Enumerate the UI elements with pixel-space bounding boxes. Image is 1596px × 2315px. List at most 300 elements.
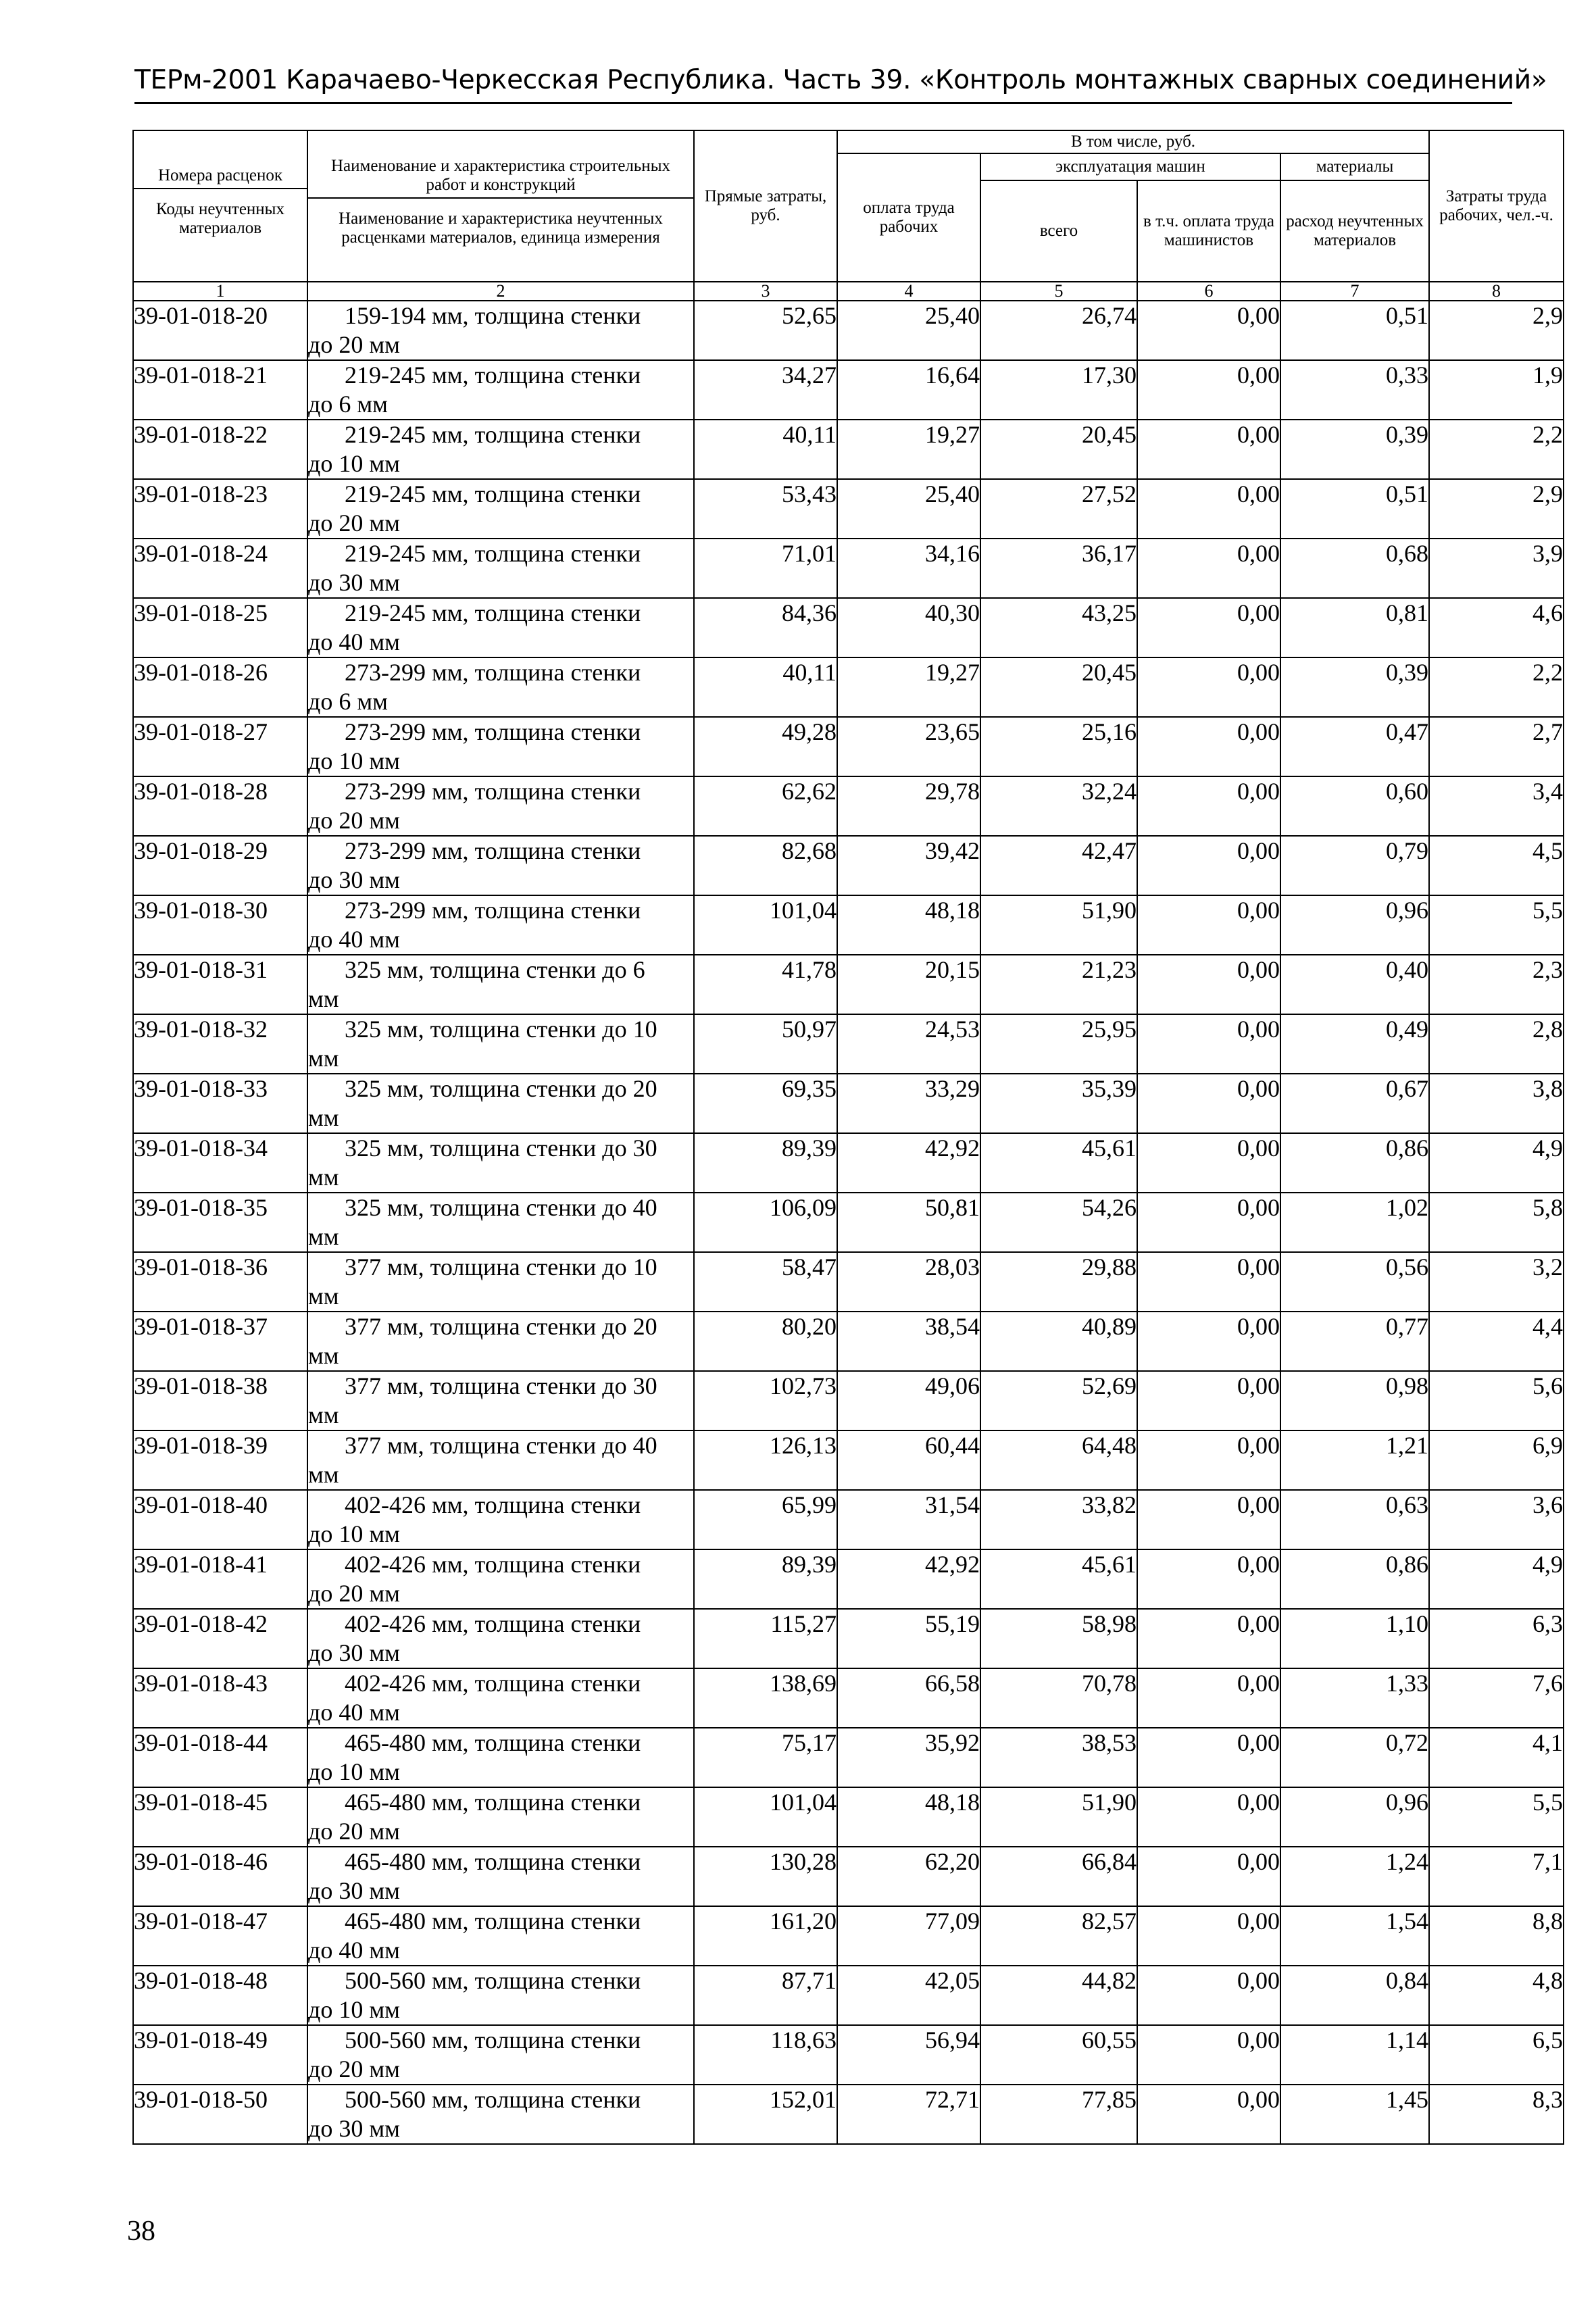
worker-wages-cell: 42,92 [837,1133,980,1193]
description-line-2: до 20 мм [308,1580,400,1607]
header-work-name: Наименование и характеристика строительных работ и конструкций [308,154,693,199]
machinist-wages-cell: 0,00 [1137,1906,1280,1966]
machines-total-cell: 60,55 [980,2025,1137,2085]
materials-cell: 1,14 [1280,2025,1429,2085]
materials-cell: 0,77 [1280,1312,1429,1371]
table-row [133,1133,1564,1193]
header-direct-costs: Прямые затраты, руб. [694,130,837,282]
worker-wages-cell: 42,05 [837,1966,980,2025]
description-line-1: 465-480 мм, толщина стенки [345,1729,641,1756]
description-line-1: 377 мм, толщина стенки до 10 [345,1253,657,1280]
description-line-1: 273-299 мм, толщина стенки [345,837,641,864]
materials-cell: 0,67 [1280,1074,1429,1133]
materials-cell: 0,49 [1280,1014,1429,1074]
rate-code-cell: 39-01-018-26 [133,657,307,717]
machines-total-cell: 70,78 [980,1668,1137,1728]
worker-wages-cell: 16,64 [837,360,980,420]
table-row [133,1728,1564,1787]
description-cell [307,420,694,479]
description-line-2: до 6 мм [308,688,388,715]
description-cell [307,1668,694,1728]
table-row [133,1609,1564,1668]
direct-cost-cell: 52,65 [694,301,837,360]
table-row [133,1193,1564,1252]
description-line-1: 500-560 мм, толщина стенки [345,2086,641,2113]
machinist-wages-cell: 0,00 [1137,1014,1280,1074]
worker-wages-cell: 48,18 [837,1787,980,1847]
rate-code-cell: 39-01-018-24 [133,539,307,598]
description-line-1: 377 мм, толщина стенки до 20 [345,1313,657,1340]
description-line-2: до 10 мм [308,1520,400,1547]
machinist-wages-cell: 0,00 [1137,895,1280,955]
machines-total-cell: 45,61 [980,1549,1137,1609]
labor-hours-cell: 6,9 [1429,1430,1564,1490]
materials-cell: 0,40 [1280,955,1429,1014]
rate-code-cell: 39-01-018-41 [133,1549,307,1609]
description-line-1: 402-426 мм, толщина стенки [345,1491,641,1518]
materials-cell: 0,33 [1280,360,1429,420]
materials-cell: 0,86 [1280,1549,1429,1609]
rate-code-cell: 39-01-018-49 [133,2025,307,2085]
description-line-1: 159-194 мм, толщина стенки [345,302,641,329]
page-number: 38 [127,2216,155,2247]
machinist-wages-cell: 0,00 [1137,1252,1280,1312]
description-line-1: 500-560 мм, толщина стенки [345,1967,641,1994]
description-cell [307,1609,694,1668]
machinist-wages-cell: 0,00 [1137,717,1280,776]
materials-cell: 0,96 [1280,1787,1429,1847]
description-line-2: мм [308,1223,339,1250]
direct-cost-cell: 80,20 [694,1312,837,1371]
header-rate-numbers: Номера расценок [134,164,307,189]
direct-cost-cell: 75,17 [694,1728,837,1787]
description-line-2: до 20 мм [308,807,400,834]
labor-hours-cell: 3,4 [1429,776,1564,836]
description-line-2: до 20 мм [308,509,400,537]
description-line-2: до 20 мм [308,2056,400,2083]
machinist-wages-cell: 0,00 [1137,1312,1280,1371]
table-row [133,301,1564,360]
description-cell [307,598,694,657]
table-row [133,2025,1564,2085]
table-row [133,836,1564,895]
table-row [133,1906,1564,1966]
table-row [133,539,1564,598]
description-cell [307,955,694,1014]
header-rule [134,102,1512,104]
description-line-1: 402-426 мм, толщина стенки [345,1551,641,1578]
table-header [133,130,1564,301]
materials-cell: 0,47 [1280,717,1429,776]
description-line-2: до 10 мм [308,450,400,477]
labor-hours-cell: 6,3 [1429,1609,1564,1668]
worker-wages-cell: 77,09 [837,1906,980,1966]
header-worker-wages: оплата труда рабочих [837,153,980,282]
labor-hours-cell: 4,4 [1429,1312,1564,1371]
materials-cell: 0,79 [1280,836,1429,895]
direct-cost-cell: 101,04 [694,1787,837,1847]
materials-cell: 0,39 [1280,657,1429,717]
worker-wages-cell: 39,42 [837,836,980,895]
description-cell [307,1074,694,1133]
description-cell [307,1133,694,1193]
description-line-2: до 30 мм [308,569,400,596]
machines-total-cell: 25,95 [980,1014,1137,1074]
materials-cell: 0,86 [1280,1133,1429,1193]
description-line-2: до 30 мм [308,866,400,893]
description-line-1: 500-560 мм, толщина стенки [345,2026,641,2053]
materials-cell: 1,10 [1280,1609,1429,1668]
description-line-1: 325 мм, толщина стенки до 40 [345,1194,657,1221]
worker-wages-cell: 55,19 [837,1609,980,1668]
worker-wages-cell: 48,18 [837,895,980,955]
rate-code-cell: 39-01-018-22 [133,420,307,479]
machinist-wages-cell: 0,00 [1137,360,1280,420]
description-line-2: мм [308,1283,339,1310]
description-cell [307,1966,694,2025]
materials-cell: 0,63 [1280,1490,1429,1549]
table-row [133,360,1564,420]
table-row [133,1966,1564,2025]
materials-cell: 1,21 [1280,1430,1429,1490]
worker-wages-cell: 25,40 [837,301,980,360]
description-cell [307,360,694,420]
machinist-wages-cell: 0,00 [1137,1371,1280,1430]
labor-hours-cell: 3,8 [1429,1074,1564,1133]
table-row [133,657,1564,717]
description-line-1: 273-299 мм, толщина стенки [345,778,641,805]
description-line-1: 273-299 мм, толщина стенки [345,897,641,924]
rate-code-cell: 39-01-018-28 [133,776,307,836]
labor-hours-cell: 5,5 [1429,1787,1564,1847]
header-machines-total: всего [980,180,1137,282]
machines-total-cell: 35,39 [980,1074,1137,1133]
description-cell [307,717,694,776]
description-line-2: мм [308,1342,339,1369]
machines-total-cell: 33,82 [980,1490,1137,1549]
description-line-2: до 40 мм [308,1937,400,1964]
description-line-2: мм [308,1461,339,1488]
worker-wages-cell: 24,53 [837,1014,980,1074]
table-body [133,301,1564,2144]
machinist-wages-cell: 0,00 [1137,1668,1280,1728]
table-row [133,1668,1564,1728]
description-cell [307,479,694,539]
machinist-wages-cell: 0,00 [1137,420,1280,479]
labor-hours-cell: 4,9 [1429,1549,1564,1609]
table-row [133,1252,1564,1312]
labor-hours-cell: 2,3 [1429,955,1564,1014]
description-line-1: 325 мм, толщина стенки до 6 [345,956,645,983]
description-line-2: до 20 мм [308,331,400,358]
labor-hours-cell: 2,2 [1429,657,1564,717]
table-row [133,1371,1564,1430]
machinist-wages-cell: 0,00 [1137,598,1280,657]
rate-code-cell: 39-01-018-43 [133,1668,307,1728]
machines-total-cell: 42,47 [980,836,1137,895]
rate-code-cell: 39-01-018-46 [133,1847,307,1906]
machines-total-cell: 45,61 [980,1133,1137,1193]
description-cell [307,1490,694,1549]
labor-hours-cell: 3,2 [1429,1252,1564,1312]
machinist-wages-cell: 0,00 [1137,955,1280,1014]
rate-code-cell: 39-01-018-35 [133,1193,307,1252]
machinist-wages-cell: 0,00 [1137,1133,1280,1193]
machines-total-cell: 21,23 [980,955,1137,1014]
column-number: 5 [980,282,1137,301]
description-cell [307,1787,694,1847]
description-line-2: до 10 мм [308,1758,400,1785]
machinist-wages-cell: 0,00 [1137,1430,1280,1490]
description-cell [307,1252,694,1312]
description-line-2: до 30 мм [308,1639,400,1666]
labor-hours-cell: 5,5 [1429,895,1564,955]
worker-wages-cell: 72,71 [837,2085,980,2144]
description-line-1: 402-426 мм, толщина стенки [345,1610,641,1637]
rate-code-cell: 39-01-018-37 [133,1312,307,1371]
table-row [133,1787,1564,1847]
description-line-1: 325 мм, толщина стенки до 30 [345,1135,657,1162]
direct-cost-cell: 118,63 [694,2025,837,2085]
machines-total-cell: 51,90 [980,1787,1137,1847]
labor-hours-cell: 2,7 [1429,717,1564,776]
table-row [133,1549,1564,1609]
machinist-wages-cell: 0,00 [1137,1609,1280,1668]
labor-hours-cell: 4,5 [1429,836,1564,895]
table-row [133,1014,1564,1074]
worker-wages-cell: 62,20 [837,1847,980,1906]
direct-cost-cell: 58,47 [694,1252,837,1312]
description-cell [307,1193,694,1252]
worker-wages-cell: 33,29 [837,1074,980,1133]
column-number: 1 [133,282,307,301]
rate-code-cell: 39-01-018-29 [133,836,307,895]
direct-cost-cell: 40,11 [694,420,837,479]
direct-cost-cell: 106,09 [694,1193,837,1252]
labor-hours-cell: 8,8 [1429,1906,1564,1966]
header-unaccounted-materials: расход неучтенных материалов [1280,180,1429,282]
machinist-wages-cell: 0,00 [1137,2025,1280,2085]
machinist-wages-cell: 0,00 [1137,301,1280,360]
description-line-2: до 40 мм [308,1699,400,1726]
machines-total-cell: 66,84 [980,1847,1137,1906]
materials-cell: 0,51 [1280,479,1429,539]
worker-wages-cell: 28,03 [837,1252,980,1312]
machinist-wages-cell: 0,00 [1137,1728,1280,1787]
description-line-2: до 30 мм [308,2115,400,2142]
labor-hours-cell: 5,8 [1429,1193,1564,1252]
rate-code-cell: 39-01-018-38 [133,1371,307,1430]
column-number: 3 [694,282,837,301]
worker-wages-cell: 66,58 [837,1668,980,1728]
worker-wages-cell: 25,40 [837,479,980,539]
labor-hours-cell: 5,6 [1429,1371,1564,1430]
description-line-1: 219-245 мм, толщина стенки [345,421,641,448]
description-line-1: 377 мм, толщина стенки до 40 [345,1432,657,1459]
machinist-wages-cell: 0,00 [1137,836,1280,895]
materials-cell: 0,96 [1280,895,1429,955]
machinist-wages-cell: 0,00 [1137,1966,1280,2025]
labor-hours-cell: 1,9 [1429,360,1564,420]
machines-total-cell: 20,45 [980,420,1137,479]
direct-cost-cell: 65,99 [694,1490,837,1549]
direct-cost-cell: 34,27 [694,360,837,420]
rate-code-cell: 39-01-018-25 [133,598,307,657]
column-number: 4 [837,282,980,301]
materials-cell: 0,81 [1280,598,1429,657]
rate-code-cell: 39-01-018-45 [133,1787,307,1847]
labor-hours-cell: 4,6 [1429,598,1564,657]
description-cell [307,1549,694,1609]
header-material-name: Наименование и характеристика неучтенных расценками материалов, единица измерения [339,209,663,247]
description-cell [307,539,694,598]
rate-code-cell: 39-01-018-50 [133,2085,307,2144]
description-line-1: 402-426 мм, толщина стенки [345,1670,641,1697]
description-cell [307,1371,694,1430]
direct-cost-cell: 102,73 [694,1371,837,1430]
rate-code-cell: 39-01-018-33 [133,1074,307,1133]
labor-hours-cell: 2,2 [1429,420,1564,479]
machines-total-cell: 44,82 [980,1966,1137,2025]
worker-wages-cell: 20,15 [837,955,980,1014]
worker-wages-cell: 49,06 [837,1371,980,1430]
rates-table [132,130,1564,2145]
materials-cell: 0,51 [1280,301,1429,360]
description-line-2: до 10 мм [308,1996,400,2023]
machines-total-cell: 43,25 [980,598,1137,657]
worker-wages-cell: 35,92 [837,1728,980,1787]
worker-wages-cell: 38,54 [837,1312,980,1371]
direct-cost-cell: 82,68 [694,836,837,895]
materials-cell: 1,45 [1280,2085,1429,2144]
header-labor-hours: Затраты труда рабочих, чел.-ч. [1429,130,1564,282]
rate-code-cell: 39-01-018-23 [133,479,307,539]
rate-code-cell: 39-01-018-27 [133,717,307,776]
rate-code-cell: 39-01-018-21 [133,360,307,420]
column-number: 7 [1280,282,1429,301]
materials-cell: 0,84 [1280,1966,1429,2025]
machinist-wages-cell: 0,00 [1137,1549,1280,1609]
direct-cost-cell: 89,39 [694,1133,837,1193]
labor-hours-cell: 7,1 [1429,1847,1564,1906]
rate-code-cell: 39-01-018-42 [133,1609,307,1668]
materials-cell: 0,56 [1280,1252,1429,1312]
materials-cell: 0,72 [1280,1728,1429,1787]
worker-wages-cell: 40,30 [837,598,980,657]
machinist-wages-cell: 0,00 [1137,1074,1280,1133]
machines-total-cell: 77,85 [980,2085,1137,2144]
description-line-1: 219-245 мм, толщина стенки [345,480,641,507]
machines-total-cell: 54,26 [980,1193,1137,1252]
description-cell [307,1312,694,1371]
worker-wages-cell: 19,27 [837,420,980,479]
rate-code-cell: 39-01-018-20 [133,301,307,360]
description-line-1: 325 мм, толщина стенки до 10 [345,1016,657,1043]
materials-cell: 0,68 [1280,539,1429,598]
rate-code-cell: 39-01-018-44 [133,1728,307,1787]
labor-hours-cell: 3,9 [1429,539,1564,598]
worker-wages-cell: 50,81 [837,1193,980,1252]
machinist-wages-cell: 0,00 [1137,2085,1280,2144]
description-cell [307,895,694,955]
labor-hours-cell: 2,8 [1429,1014,1564,1074]
description-line-1: 377 мм, толщина стенки до 30 [345,1372,657,1399]
description-line-2: мм [308,985,339,1012]
description-line-1: 465-480 мм, толщина стенки [345,1908,641,1935]
direct-cost-cell: 115,27 [694,1609,837,1668]
table-row [133,479,1564,539]
labor-hours-cell: 4,1 [1429,1728,1564,1787]
machines-total-cell: 58,98 [980,1609,1137,1668]
table-row [133,717,1564,776]
header-including-group: В том числе, руб. [837,130,1429,153]
machinist-wages-cell: 0,00 [1137,539,1280,598]
direct-cost-cell: 84,36 [694,598,837,657]
description-line-1: 273-299 мм, толщина стенки [345,718,641,745]
machines-total-cell: 64,48 [980,1430,1137,1490]
labor-hours-cell: 2,9 [1429,301,1564,360]
machines-total-cell: 38,53 [980,1728,1137,1787]
description-line-1: 219-245 мм, толщина стенки [345,362,641,389]
table-row [133,1430,1564,1490]
description-cell [307,2085,694,2144]
machines-total-cell: 25,16 [980,717,1137,776]
description-line-2: до 10 мм [308,747,400,774]
table-row [133,1490,1564,1549]
table-row [133,598,1564,657]
direct-cost-cell: 87,71 [694,1966,837,2025]
direct-cost-cell: 71,01 [694,539,837,598]
direct-cost-cell: 53,43 [694,479,837,539]
description-line-1: 219-245 мм, толщина стенки [345,599,641,626]
direct-cost-cell: 138,69 [694,1668,837,1728]
machinist-wages-cell: 0,00 [1137,657,1280,717]
materials-cell: 1,02 [1280,1193,1429,1252]
description-line-2: мм [308,1045,339,1072]
table-row [133,1847,1564,1906]
rate-code-cell: 39-01-018-36 [133,1252,307,1312]
worker-wages-cell: 31,54 [837,1490,980,1549]
labor-hours-cell: 4,8 [1429,1966,1564,2025]
direct-cost-cell: 130,28 [694,1847,837,1906]
direct-cost-cell: 62,62 [694,776,837,836]
machines-total-cell: 27,52 [980,479,1137,539]
column-number: 6 [1137,282,1280,301]
machines-total-cell: 51,90 [980,895,1137,955]
description-cell [307,1014,694,1074]
column-numbers-row [133,282,1564,301]
description-cell [307,1430,694,1490]
table-row [133,420,1564,479]
description-line-1: 465-480 мм, толщина стенки [345,1789,641,1816]
rate-code-cell: 39-01-018-32 [133,1014,307,1074]
description-line-1: 465-480 мм, толщина стенки [345,1848,641,1875]
materials-cell: 1,54 [1280,1906,1429,1966]
machinist-wages-cell: 0,00 [1137,1787,1280,1847]
header-machines-group: эксплуатация машин [980,153,1280,180]
machinist-wages-cell: 0,00 [1137,479,1280,539]
description-line-2: мм [308,1401,339,1428]
rate-code-cell: 39-01-018-34 [133,1133,307,1193]
description-cell [307,776,694,836]
machinist-wages-cell: 0,00 [1137,1490,1280,1549]
rate-code-cell: 39-01-018-47 [133,1906,307,1966]
column-number: 2 [307,282,694,301]
description-line-1: 325 мм, толщина стенки до 20 [345,1075,657,1102]
rate-code-cell: 39-01-018-30 [133,895,307,955]
machines-total-cell: 26,74 [980,301,1137,360]
machines-total-cell: 82,57 [980,1906,1137,1966]
